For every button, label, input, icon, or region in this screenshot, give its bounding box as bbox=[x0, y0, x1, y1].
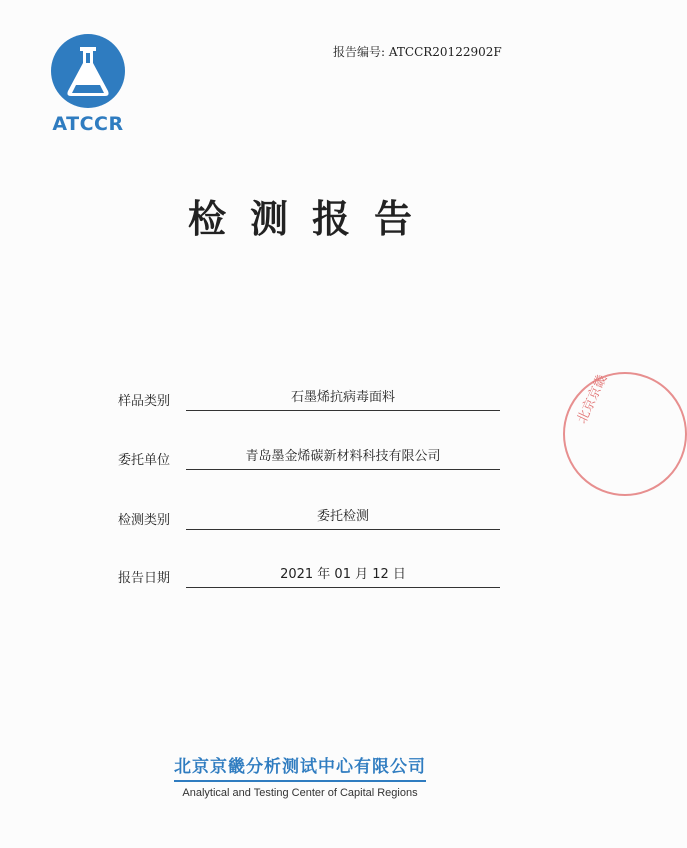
footer bbox=[0, 752, 600, 799]
report-number-label: 报告编号: bbox=[333, 45, 386, 59]
footer-company-cn: 北京京畿分析测试中心有限公司 bbox=[174, 752, 426, 782]
footer-company-en: Analytical and Testing Center of Capital Regions bbox=[182, 787, 418, 799]
report-number bbox=[333, 43, 502, 60]
logo-text: ATCCR bbox=[52, 113, 124, 135]
field-test-type bbox=[118, 500, 500, 530]
field-value: 青岛墨金烯碳新材料科技有限公司 bbox=[245, 449, 441, 464]
report-number-value: ATCCR20122902F bbox=[388, 45, 502, 59]
field-label: 样品类别 bbox=[118, 394, 171, 409]
field-underline bbox=[186, 587, 500, 588]
seal-stamp bbox=[563, 372, 687, 496]
field-label: 委托单位 bbox=[118, 453, 171, 468]
logo bbox=[46, 33, 130, 135]
field-sample-category bbox=[118, 381, 500, 411]
field-report-date bbox=[118, 558, 500, 588]
flask-icon bbox=[50, 33, 126, 109]
field-underline bbox=[186, 469, 500, 470]
seal-text: 北京京畿 bbox=[574, 372, 611, 427]
field-label: 检测类别 bbox=[118, 513, 171, 528]
field-client bbox=[118, 440, 500, 470]
field-value: 石墨烯抗病毒面料 bbox=[290, 390, 395, 405]
field-value: 委托检测 bbox=[316, 509, 369, 524]
page-title: 检测报告 bbox=[187, 197, 436, 241]
field-underline bbox=[186, 410, 500, 411]
field-underline bbox=[186, 529, 500, 530]
field-value: 2021 年 01 月 12 日 bbox=[280, 567, 406, 582]
field-label: 报告日期 bbox=[118, 571, 171, 586]
